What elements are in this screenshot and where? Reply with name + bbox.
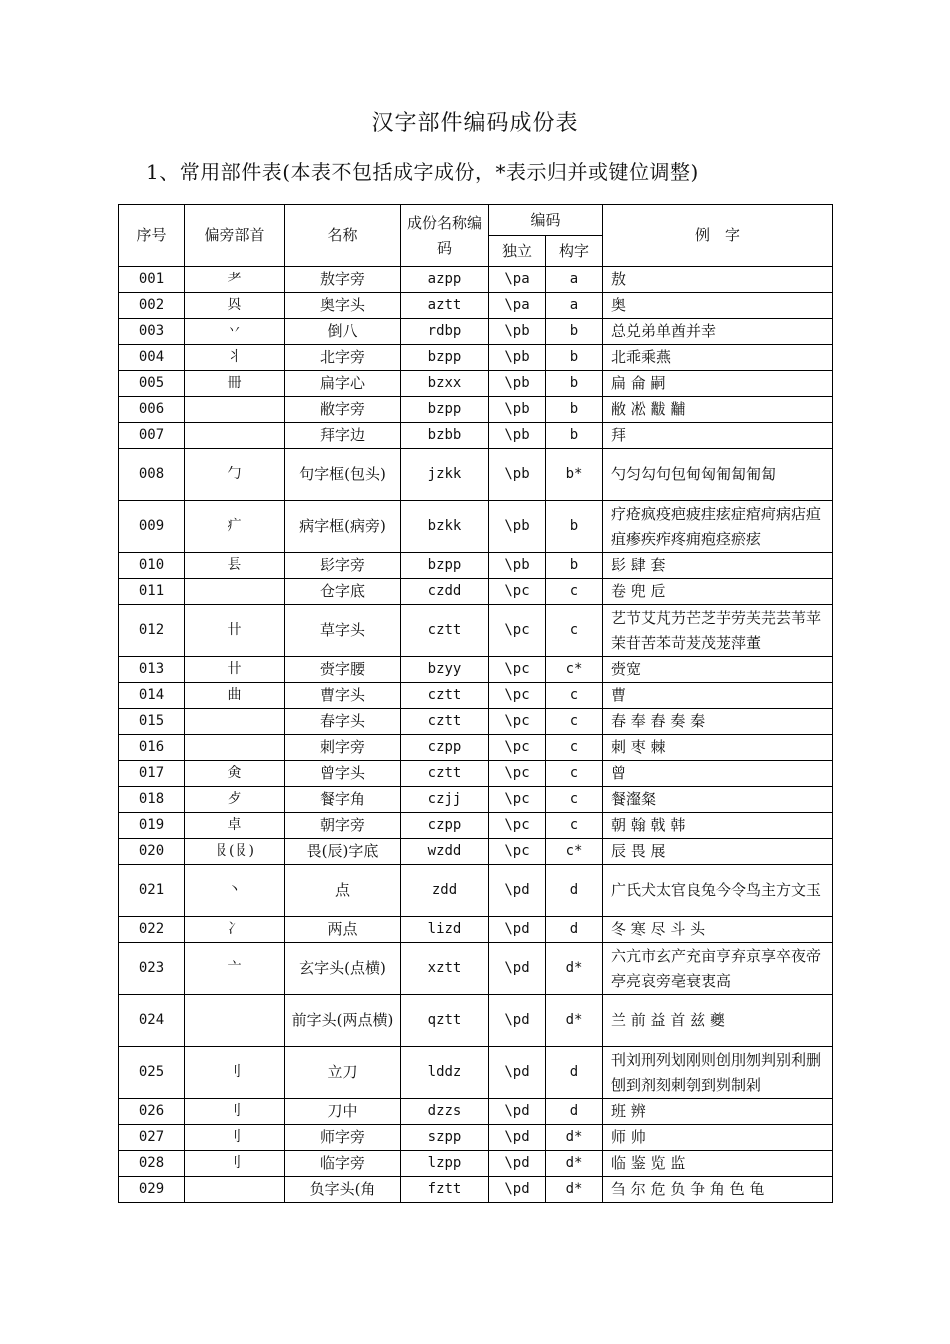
table-row — [119, 605, 833, 657]
example-cell: 曹 — [603, 683, 833, 709]
name-cell: 曾字头 — [285, 761, 401, 787]
page-title: 汉字部件编码成份表 — [371, 111, 579, 136]
independent-code-cell: \pd — [489, 917, 546, 943]
example-cell: 刊刘刑列划刚则创刖刎判别利删刨到剂刻刺刳到刿制剁 — [603, 1047, 833, 1099]
independent-code-cell: \pd — [489, 1047, 546, 1099]
independent-code-cell: \pc — [489, 605, 546, 657]
compose-code-cell: d* — [546, 1125, 603, 1151]
table-row — [119, 267, 833, 293]
radical-cell: 丷 — [185, 319, 285, 345]
compose-code-cell: d* — [546, 943, 603, 995]
example-cell: 艺节艾芃芀芒芝芋劳芙芫芸苇苹茉苷苦苯苛茇茂茏萍董 — [603, 605, 833, 657]
seq-cell: 022 — [119, 917, 185, 943]
seq-cell: 004 — [119, 345, 185, 371]
compose-code-cell: c — [546, 709, 603, 735]
seq-cell: 027 — [119, 1125, 185, 1151]
code-cell: bzkk — [401, 501, 489, 553]
table-row — [119, 1177, 833, 1203]
name-cell: 畏(辰)字底 — [285, 839, 401, 865]
table-row — [119, 761, 833, 787]
seq-cell: 015 — [119, 709, 185, 735]
table-row — [119, 657, 833, 683]
seq-cell: 010 — [119, 553, 185, 579]
seq-cell: 007 — [119, 423, 185, 449]
example-cell: 北乖乘燕 — [603, 345, 833, 371]
table-row — [119, 293, 833, 319]
independent-code-cell: \pc — [489, 579, 546, 605]
header-name: 名称 — [285, 205, 401, 267]
name-cell: 仓字底 — [285, 579, 401, 605]
name-cell: 负字头(角 — [285, 1177, 401, 1203]
code-cell: fztt — [401, 1177, 489, 1203]
independent-code-cell: \pc — [489, 813, 546, 839]
independent-code-cell: \pa — [489, 267, 546, 293]
radical-cell — [185, 579, 285, 605]
name-cell: 敖字旁 — [285, 267, 401, 293]
example-cell: 朝 翰 戟 韩 — [603, 813, 833, 839]
radical-cell: 冫 — [185, 917, 285, 943]
radical-cell: 丬 — [185, 345, 285, 371]
table-row — [119, 683, 833, 709]
seq-cell: 020 — [119, 839, 185, 865]
name-cell: 句字框(包头) — [285, 449, 401, 501]
compose-code-cell: b — [546, 501, 603, 553]
independent-code-cell: \pc — [489, 839, 546, 865]
example-cell: 曾 — [603, 761, 833, 787]
table-row — [119, 553, 833, 579]
example-cell: 班 辨 — [603, 1099, 833, 1125]
seq-cell: 003 — [119, 319, 185, 345]
name-cell: 餐字角 — [285, 787, 401, 813]
name-cell: 拜字边 — [285, 423, 401, 449]
compose-code-cell: c — [546, 579, 603, 605]
table-row — [119, 423, 833, 449]
radical-cell: 丶 — [185, 865, 285, 917]
table-row — [119, 1125, 833, 1151]
compose-code-cell: d* — [546, 1177, 603, 1203]
table-row — [119, 397, 833, 423]
radical-cell: 勹 — [185, 449, 285, 501]
table-row — [119, 1099, 833, 1125]
name-cell: 前字头(两点横) — [285, 995, 401, 1047]
independent-code-cell: \pd — [489, 943, 546, 995]
table-row — [119, 1047, 833, 1099]
seq-cell: 011 — [119, 579, 185, 605]
radical-cell: 刂 — [185, 1151, 285, 1177]
independent-code-cell: \pc — [489, 787, 546, 813]
name-cell: 草字头 — [285, 605, 401, 657]
compose-code-cell: b — [546, 553, 603, 579]
compose-code-cell: d — [546, 865, 603, 917]
example-cell: 广氏犬太官良兔今令鸟主方文玉 — [603, 865, 833, 917]
table-row — [119, 371, 833, 397]
radical-cell: 曲 — [185, 683, 285, 709]
compose-code-cell: b* — [546, 449, 603, 501]
radical-cell: 𠬝(𠬝) — [185, 839, 285, 865]
header-compose: 构字 — [546, 236, 603, 267]
seq-cell: 001 — [119, 267, 185, 293]
table-row — [119, 813, 833, 839]
radical-cell — [185, 397, 285, 423]
compose-code-cell: c — [546, 761, 603, 787]
example-cell: 拜 — [603, 423, 833, 449]
example-cell: 髟 肆 套 — [603, 553, 833, 579]
example-cell: 春 奉 舂 奏 秦 — [603, 709, 833, 735]
independent-code-cell: \pd — [489, 1099, 546, 1125]
compose-code-cell: b — [546, 423, 603, 449]
name-cell: 春字头 — [285, 709, 401, 735]
table-row — [119, 995, 833, 1047]
seq-cell: 021 — [119, 865, 185, 917]
seq-cell: 016 — [119, 735, 185, 761]
radical-cell: 㑒 — [185, 761, 285, 787]
name-cell: 病字框(病旁) — [285, 501, 401, 553]
independent-code-cell: \pd — [489, 1151, 546, 1177]
compose-code-cell: c — [546, 735, 603, 761]
table-row — [119, 839, 833, 865]
code-cell: bzbb — [401, 423, 489, 449]
name-cell: 敝字旁 — [285, 397, 401, 423]
radical-cell: 耂 — [185, 267, 285, 293]
code-cell: czjj — [401, 787, 489, 813]
radical-cell: 镸 — [185, 553, 285, 579]
table-row — [119, 735, 833, 761]
compose-code-cell: c* — [546, 839, 603, 865]
seq-cell: 028 — [119, 1151, 185, 1177]
independent-code-cell: \pd — [489, 1177, 546, 1203]
seq-cell: 013 — [119, 657, 185, 683]
radical-cell — [185, 735, 285, 761]
example-cell: 疗疮疯疫疤疲疰痃症痯疴病痁疸疽瘆疾痄疼痈疱痉瘀痃 — [603, 501, 833, 553]
compose-code-cell: c — [546, 787, 603, 813]
compose-code-cell: c* — [546, 657, 603, 683]
code-cell: aztt — [401, 293, 489, 319]
radical-cell: 刂 — [185, 1125, 285, 1151]
example-cell: 卷 兜 卮 — [603, 579, 833, 605]
compose-code-cell: a — [546, 267, 603, 293]
header-example: 例 字 — [603, 205, 833, 267]
seq-cell: 009 — [119, 501, 185, 553]
seq-cell: 019 — [119, 813, 185, 839]
radical-cell — [185, 995, 285, 1047]
code-cell: cztt — [401, 683, 489, 709]
independent-code-cell: \pa — [489, 293, 546, 319]
code-cell: qztt — [401, 995, 489, 1047]
code-cell: bzpp — [401, 553, 489, 579]
radical-cell: 卄 — [185, 657, 285, 683]
name-cell: 点 — [285, 865, 401, 917]
code-cell: cztt — [401, 709, 489, 735]
radical-cell: 㒷 — [185, 293, 285, 319]
compose-code-cell: d* — [546, 995, 603, 1047]
compose-code-cell: d — [546, 917, 603, 943]
compose-code-cell: d — [546, 1099, 603, 1125]
code-cell: szpp — [401, 1125, 489, 1151]
seq-cell: 029 — [119, 1177, 185, 1203]
compose-code-cell: d — [546, 1047, 603, 1099]
radical-cell: 卓 — [185, 813, 285, 839]
example-cell: 奥 — [603, 293, 833, 319]
code-cell: czpp — [401, 813, 489, 839]
radical-cell: 刂 — [185, 1047, 285, 1099]
name-cell: 赍字腰 — [285, 657, 401, 683]
code-cell: bzxx — [401, 371, 489, 397]
independent-code-cell: \pc — [489, 657, 546, 683]
header-independent: 独立 — [489, 236, 546, 267]
table-row — [119, 579, 833, 605]
radical-cell — [185, 709, 285, 735]
compose-code-cell: b — [546, 397, 603, 423]
compose-code-cell: b — [546, 371, 603, 397]
example-cell: 勺匀勾句包甸匈匍匐匍匐 — [603, 449, 833, 501]
seq-cell: 026 — [119, 1099, 185, 1125]
code-cell: jzkk — [401, 449, 489, 501]
seq-cell: 018 — [119, 787, 185, 813]
example-cell: 赍宽 — [603, 657, 833, 683]
independent-code-cell: \pc — [489, 735, 546, 761]
independent-code-cell: \pc — [489, 709, 546, 735]
section-heading: 1、常用部件表(本表不包括成字成份，*表示归并或键位调整) — [146, 160, 699, 184]
example-cell: 刍 尔 危 负 争 角 色 龟 — [603, 1177, 833, 1203]
independent-code-cell: \pb — [489, 501, 546, 553]
name-cell: 师字旁 — [285, 1125, 401, 1151]
example-cell: 六亢市玄产充亩亨弃京享卒夜帝亭亮哀旁亳衰衷高 — [603, 943, 833, 995]
name-cell: 奥字头 — [285, 293, 401, 319]
table-row — [119, 865, 833, 917]
seq-cell: 017 — [119, 761, 185, 787]
example-cell: 总兑弟单酋并幸 — [603, 319, 833, 345]
code-cell: bzyy — [401, 657, 489, 683]
code-cell: wzdd — [401, 839, 489, 865]
name-cell: 北字旁 — [285, 345, 401, 371]
radical-cell: 冊 — [185, 371, 285, 397]
independent-code-cell: \pb — [489, 553, 546, 579]
independent-code-cell: \pb — [489, 397, 546, 423]
compose-code-cell: c — [546, 813, 603, 839]
seq-cell: 002 — [119, 293, 185, 319]
seq-cell: 005 — [119, 371, 185, 397]
code-cell: bzpp — [401, 397, 489, 423]
header-encoding: 编码 — [489, 205, 603, 236]
independent-code-cell: \pb — [489, 371, 546, 397]
table-row — [119, 787, 833, 813]
code-cell: czpp — [401, 735, 489, 761]
compose-code-cell: b — [546, 319, 603, 345]
name-cell: 临字旁 — [285, 1151, 401, 1177]
name-cell: 立刀 — [285, 1047, 401, 1099]
header-seq: 序号 — [119, 205, 185, 267]
seq-cell: 006 — [119, 397, 185, 423]
table-row — [119, 449, 833, 501]
table-row — [119, 1151, 833, 1177]
name-cell: 扁字心 — [285, 371, 401, 397]
code-cell: rdbp — [401, 319, 489, 345]
table-row — [119, 943, 833, 995]
example-cell: 师 帅 — [603, 1125, 833, 1151]
code-cell: zdd — [401, 865, 489, 917]
table-row — [119, 917, 833, 943]
code-cell: dzzs — [401, 1099, 489, 1125]
example-cell: 兰 前 益 首 兹 夔 — [603, 995, 833, 1047]
independent-code-cell: \pd — [489, 1125, 546, 1151]
radical-cell — [185, 1177, 285, 1203]
table-row — [119, 709, 833, 735]
compose-code-cell: d* — [546, 1151, 603, 1177]
example-cell: 扁 侖 嗣 — [603, 371, 833, 397]
example-cell: 冬 寒 尽 斗 头 — [603, 917, 833, 943]
name-cell: 髟字旁 — [285, 553, 401, 579]
name-cell: 朝字旁 — [285, 813, 401, 839]
radical-cell: 刂 — [185, 1099, 285, 1125]
radical-cell: 疒 — [185, 501, 285, 553]
seq-cell: 024 — [119, 995, 185, 1047]
independent-code-cell: \pb — [489, 449, 546, 501]
component-table — [118, 204, 833, 1203]
name-cell: 曹字头 — [285, 683, 401, 709]
name-cell: 玄字头(点横) — [285, 943, 401, 995]
code-cell: cztt — [401, 761, 489, 787]
code-cell: czdd — [401, 579, 489, 605]
code-cell: bzpp — [401, 345, 489, 371]
header-code-name: 成份名称编码 — [401, 205, 489, 267]
seq-cell: 008 — [119, 449, 185, 501]
independent-code-cell: \pc — [489, 683, 546, 709]
seq-cell: 014 — [119, 683, 185, 709]
name-cell: 两点 — [285, 917, 401, 943]
example-cell: 临 鉴 览 监 — [603, 1151, 833, 1177]
table-row — [119, 345, 833, 371]
code-cell: cztt — [401, 605, 489, 657]
example-cell: 敖 — [603, 267, 833, 293]
code-cell: azpp — [401, 267, 489, 293]
independent-code-cell: \pc — [489, 761, 546, 787]
example-cell: 敝 凇 黻 黼 — [603, 397, 833, 423]
compose-code-cell: b — [546, 345, 603, 371]
code-cell: lddz — [401, 1047, 489, 1099]
header-radical: 偏旁部首 — [185, 205, 285, 267]
compose-code-cell: c — [546, 605, 603, 657]
code-cell: xztt — [401, 943, 489, 995]
name-cell: 刀中 — [285, 1099, 401, 1125]
example-cell: 餐瀣粲 — [603, 787, 833, 813]
code-cell: lzpp — [401, 1151, 489, 1177]
compose-code-cell: a — [546, 293, 603, 319]
name-cell: 刺字旁 — [285, 735, 401, 761]
name-cell: 倒八 — [285, 319, 401, 345]
radical-cell — [185, 423, 285, 449]
seq-cell: 025 — [119, 1047, 185, 1099]
code-cell: lizd — [401, 917, 489, 943]
independent-code-cell: \pb — [489, 319, 546, 345]
seq-cell: 012 — [119, 605, 185, 657]
independent-code-cell: \pd — [489, 995, 546, 1047]
seq-cell: 023 — [119, 943, 185, 995]
radical-cell: 亠 — [185, 943, 285, 995]
independent-code-cell: \pb — [489, 423, 546, 449]
radical-cell: 卄 — [185, 605, 285, 657]
example-cell: 刺 枣 棘 — [603, 735, 833, 761]
radical-cell: 歺 — [185, 787, 285, 813]
table-row — [119, 319, 833, 345]
independent-code-cell: \pb — [489, 345, 546, 371]
independent-code-cell: \pd — [489, 865, 546, 917]
example-cell: 辰 畏 展 — [603, 839, 833, 865]
table-row — [119, 501, 833, 553]
compose-code-cell: c — [546, 683, 603, 709]
